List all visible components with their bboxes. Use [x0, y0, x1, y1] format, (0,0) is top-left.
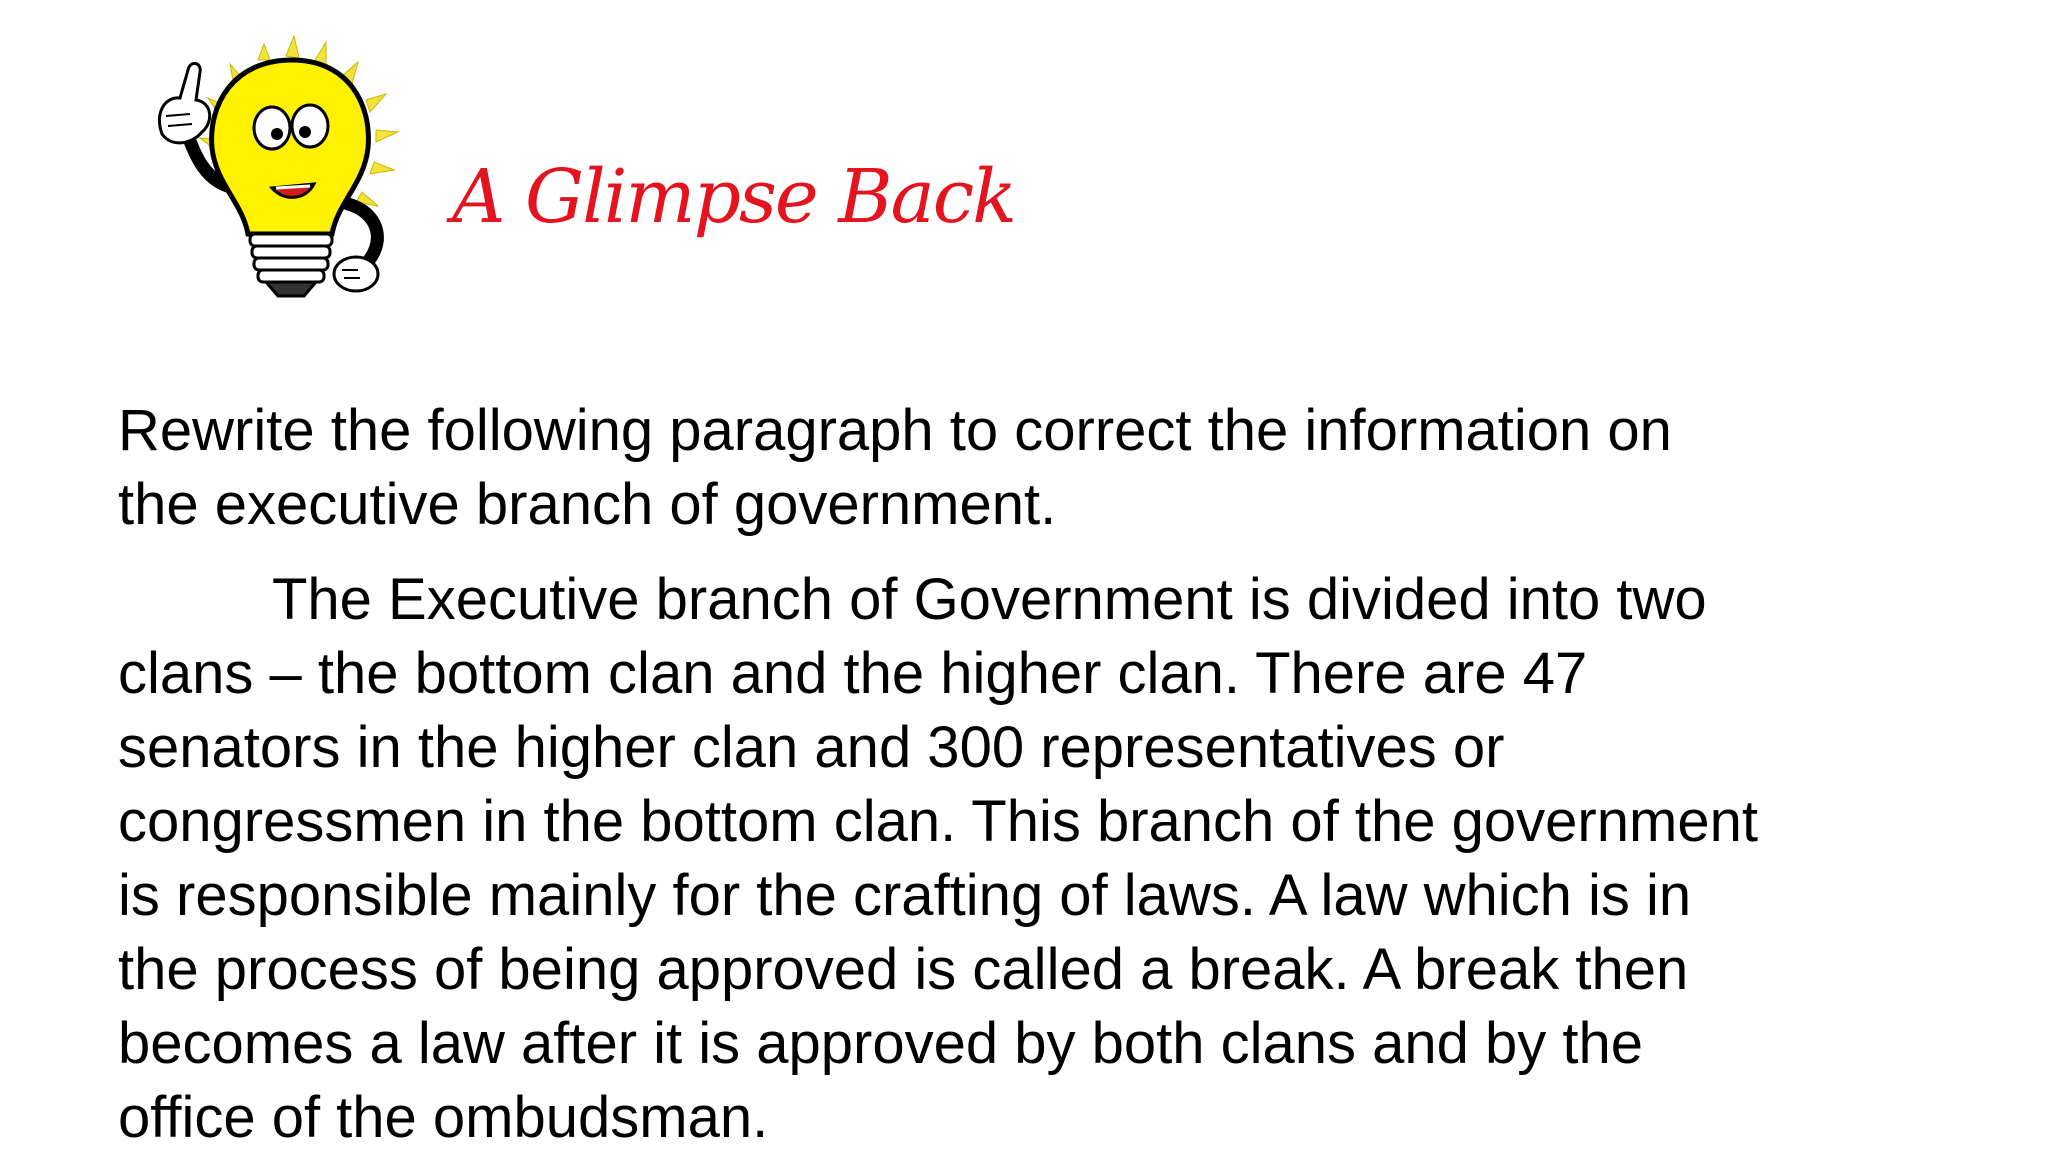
instruction-line: Rewrite the following paragraph to correct the information on	[118, 398, 1672, 463]
passage-line: The Executive branch of Government is divided into two	[272, 567, 1707, 632]
passage-line: office of the ombudsman.	[118, 1085, 769, 1150]
lightbulb-idea-icon	[96, 34, 416, 324]
passage-line: clans – the bottom clan and the higher clan. There are 47	[118, 641, 1588, 706]
passage-paragraph	[118, 563, 1988, 1155]
passage-line: is responsible mainly for the crafting of laws. A law which is in	[118, 863, 1692, 928]
instruction-text	[118, 394, 1918, 542]
passage-line: becomes a law after it is approved by both clans and by the	[118, 1011, 1643, 1076]
instruction-line: the executive branch of government.	[118, 472, 1057, 537]
passage-line: senators in the higher clan and 300 representatives or	[118, 715, 1505, 780]
slide-title: A Glimpse Back	[452, 154, 1016, 240]
passage-line: the process of being approved is called a break. A break then	[118, 937, 1689, 1002]
passage-line: congressmen in the bottom clan. This branch of the government	[118, 789, 1758, 854]
